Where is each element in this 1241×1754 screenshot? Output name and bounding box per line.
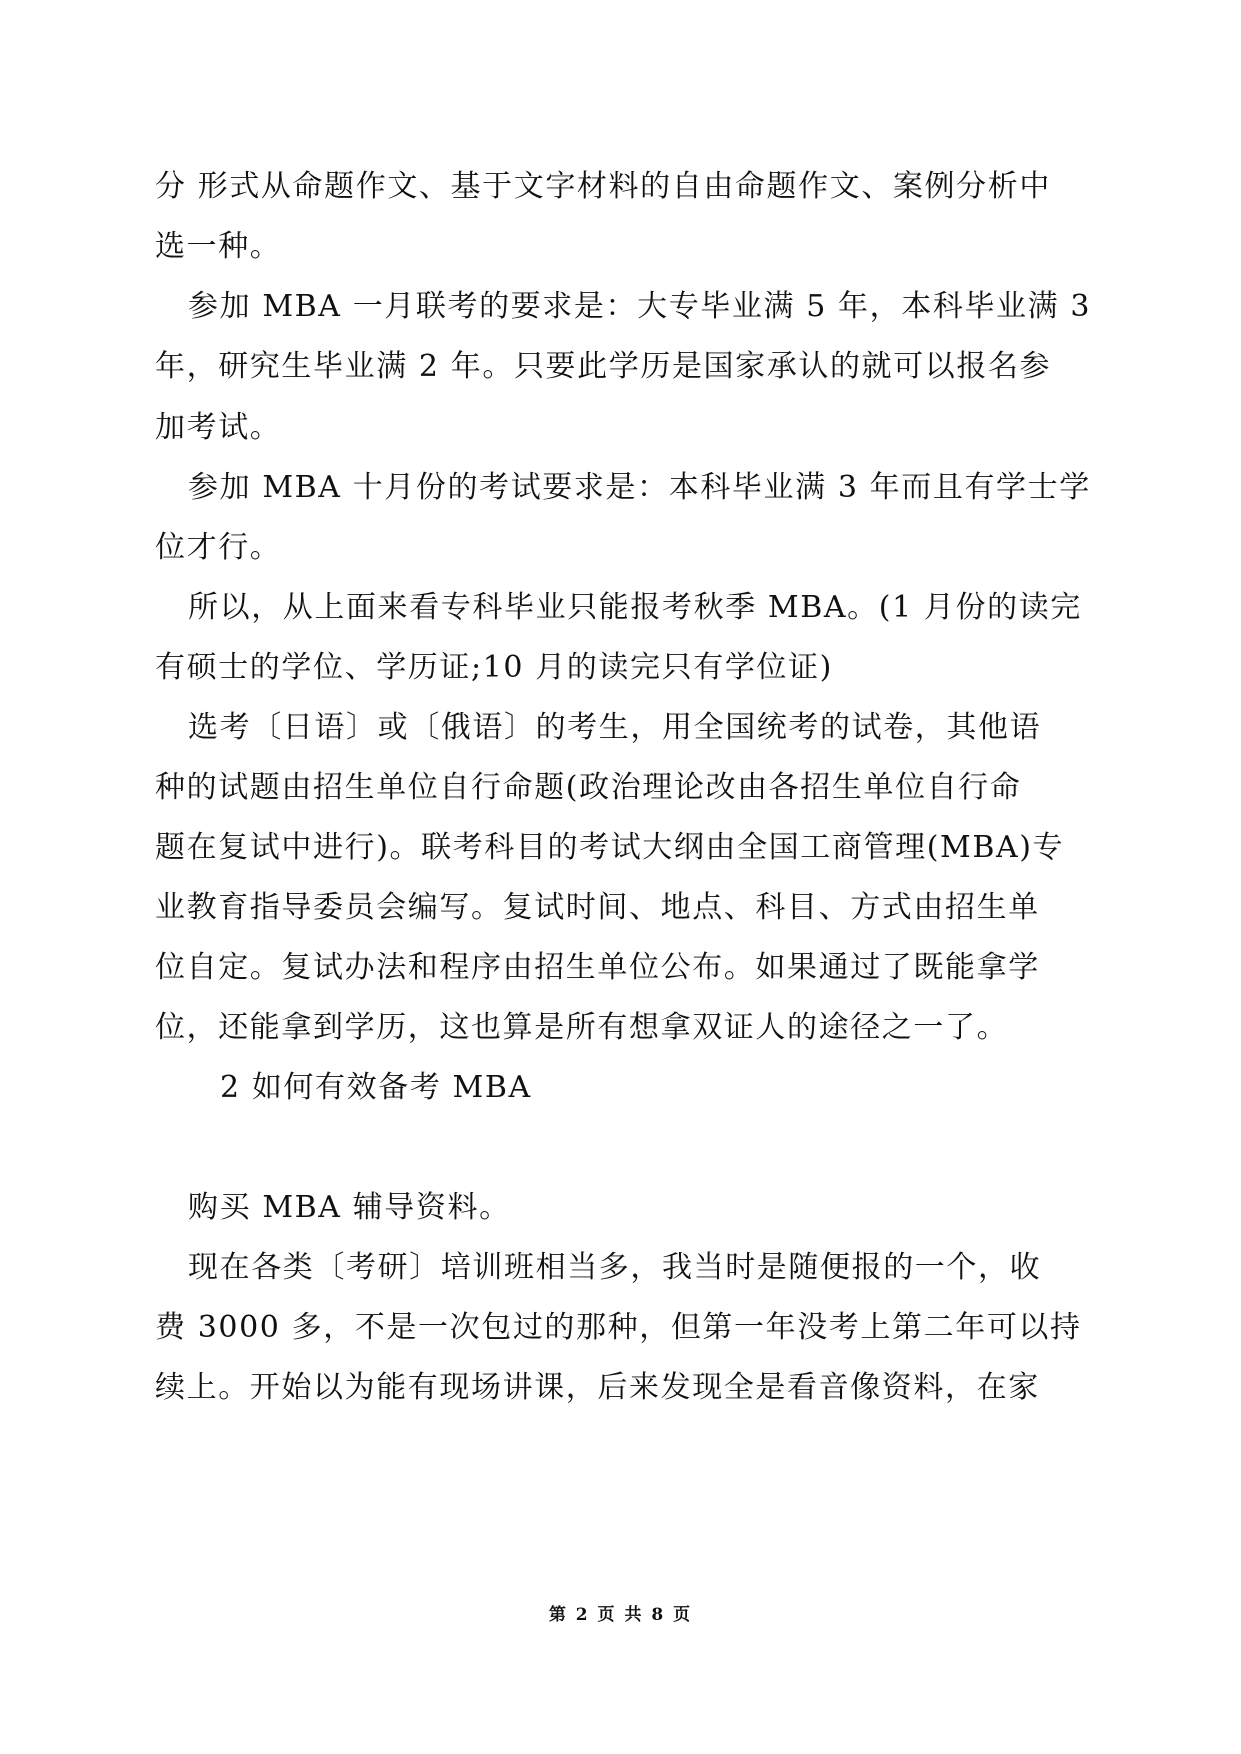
text-line: 位自定。复试办法和程序由招生单位公布。如果通过了既能拿学: [155, 950, 1040, 985]
section-heading: 2 如何有效备考 MBA: [220, 1070, 532, 1105]
text-line: 年，研究生毕业满 2 年。只要此学历是国家承认的就可以报名参: [155, 349, 1052, 384]
paragraph-line: 选考〔日语〕或〔俄语〕的考生，用全国统考的试卷，其他语: [188, 710, 1042, 745]
text-line: 位才行。: [155, 530, 282, 565]
text-line: 种的试题由招生单位自行命题(政治理论改由各招生单位自行命: [155, 770, 1022, 805]
paragraph-line: 参加 MBA 十月份的考试要求是：本科毕业满 3 年而且有学士学: [188, 470, 1091, 505]
page-number-footer: 第 2 页 共 8 页: [548, 1605, 693, 1625]
text-line: 有硕士的学位、学历证;10 月的读完只有学位证): [155, 650, 833, 685]
paragraph-line: 所以，从上面来看专科毕业只能报考秋季 MBA。(1 月份的读完: [188, 590, 1082, 625]
text-line: 选一种。: [155, 229, 282, 264]
paragraph-line: 购买 MBA 辅导资料。: [188, 1190, 511, 1225]
text-line: 续上。开始以为能有现场讲课，后来发现全是看音像资料，在家: [155, 1370, 1040, 1405]
text-line: 题在复试中进行)。联考科目的考试大纲由全国工商管理(MBA)专: [155, 830, 1065, 865]
text-line: 位，还能拿到学历，这也算是所有想拿双证人的途径之一了。: [155, 1010, 1009, 1045]
text-line: 分 形式从命题作文、基于文字材料的自由命题作文、案例分析中: [155, 169, 1051, 204]
paragraph-line: 参加 MBA 一月联考的要求是：大专毕业满 5 年，本科毕业满 3: [188, 289, 1092, 324]
text-line: 费 3000 多，不是一次包过的那种，但第一年没考上第二年可以持: [155, 1310, 1082, 1345]
text-line: 业教育指导委员会编写。复试时间、地点、科目、方式由招生单: [155, 890, 1040, 925]
text-line: 加考试。: [155, 410, 282, 445]
paragraph-line: 现在各类〔考研〕培训班相当多，我当时是随便报的一个，收: [188, 1250, 1042, 1285]
